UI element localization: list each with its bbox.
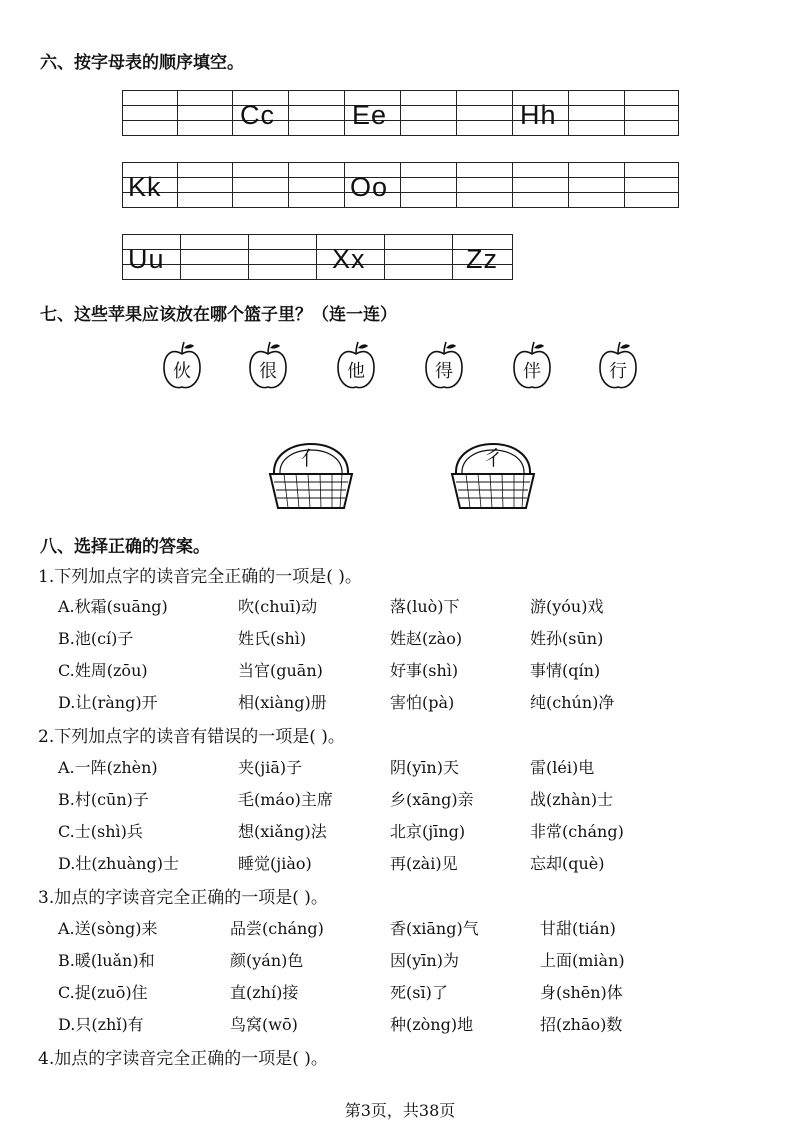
letter-cell: Zz: [466, 244, 498, 274]
letter-cell: Xx: [332, 244, 366, 274]
option: 害怕(pà): [390, 693, 455, 712]
apple[interactable]: [162, 340, 202, 392]
option: 战(zhàn)士: [530, 790, 614, 809]
letter-cell: Cc: [240, 100, 275, 130]
apple[interactable]: [598, 340, 638, 392]
option: 雷(léi)电: [530, 758, 595, 777]
option: 北京(jīng): [390, 822, 466, 841]
option: 纯(chún)净: [530, 693, 615, 712]
alphabet-grid-row3: [122, 234, 512, 280]
option: A.一阵(zhèn): [58, 758, 158, 777]
option: 想(xiǎng)法: [238, 822, 327, 841]
question-stem: 4.加点的字读音完全正确的一项是( )。: [38, 1049, 328, 1069]
option: B.村(cūn)子: [58, 790, 149, 809]
alphabet-grid-row1: [122, 90, 678, 136]
option: B.暖(luǎn)和: [58, 951, 155, 970]
letter-cell: Kk: [128, 172, 162, 202]
apple-char: 很: [259, 361, 277, 382]
section7-title: 七、这些苹果应该放在哪个篮子里？（连一连）: [40, 305, 397, 325]
option: 乡(xāng)亲: [390, 790, 474, 809]
question-stem: 1.下列加点字的读音完全正确的一项是( )。: [38, 567, 362, 587]
option: 毛(máo)主席: [238, 790, 333, 809]
question-stem: 3.加点的字读音完全正确的一项是( )。: [38, 888, 328, 908]
option: C.捉(zuō)住: [58, 983, 148, 1002]
letter-cell: Ee: [352, 100, 388, 130]
basket[interactable]: [268, 424, 354, 514]
option: A.送(sòng)来: [58, 919, 158, 938]
option: A.秋霜(suāng): [58, 597, 168, 616]
basket-radical: 彳: [483, 446, 503, 470]
option: 姓氏(shì): [238, 629, 307, 648]
option: 香(xiāng)气: [390, 919, 479, 938]
option: 当官(guān): [238, 661, 323, 680]
question-stem: 2.下列加点字的读音有错误的一项是( )。: [38, 727, 345, 747]
basket[interactable]: [450, 424, 536, 514]
option: D.让(ràng)开: [58, 693, 158, 712]
option: D.壮(zhuàng)士: [58, 854, 179, 873]
apple-char: 行: [609, 361, 627, 382]
option: 相(xiàng)册: [238, 693, 327, 712]
apple[interactable]: [336, 340, 376, 392]
option: 好事(shì): [390, 661, 459, 680]
option: C.士(shì)兵: [58, 822, 143, 841]
option: 姓赵(zào): [390, 629, 463, 648]
apple-char: 伴: [523, 361, 541, 382]
option: 非常(cháng): [530, 822, 624, 841]
option: 颜(yán)色: [230, 951, 304, 970]
option: 种(zòng)地: [390, 1015, 474, 1034]
option: 姓孙(sūn): [530, 629, 604, 648]
option: 甘甜(tián): [540, 919, 616, 938]
basket-radical: 亻: [301, 446, 321, 470]
option: 落(luò)下: [390, 597, 460, 616]
apple[interactable]: [424, 340, 464, 392]
option: C.姓周(zōu): [58, 661, 148, 680]
page-footer: 第3页，共38页: [344, 1101, 456, 1120]
option: 招(zhāo)数: [540, 1015, 623, 1034]
option: 品尝(cháng): [230, 919, 324, 938]
option: D.只(zhǐ)有: [58, 1015, 144, 1034]
apple-char: 他: [347, 361, 365, 382]
apple[interactable]: [248, 340, 288, 392]
option: 死(sī)了: [390, 983, 448, 1002]
option: 睡觉(jiào): [238, 854, 312, 873]
option: 因(yīn)为: [390, 951, 459, 970]
section8-title: 八、选择正确的答案。: [40, 537, 210, 557]
option: 鸟窝(wō): [230, 1015, 298, 1034]
option: 上面(miàn): [540, 951, 625, 970]
letter-cell: Oo: [350, 172, 389, 202]
option: 游(yóu)戏: [530, 597, 604, 616]
option: 再(zài)见: [390, 854, 458, 873]
letter-cell: Hh: [520, 100, 557, 130]
option: 夹(jiā)子: [238, 758, 303, 777]
option: 忘却(què): [530, 854, 605, 873]
letter-cell: Uu: [128, 244, 165, 274]
option: 直(zhí)接: [230, 983, 299, 1002]
option: 身(shēn)体: [540, 983, 623, 1002]
apple[interactable]: [512, 340, 552, 392]
apple-char: 伙: [173, 361, 191, 382]
option: B.池(cí)子: [58, 629, 134, 648]
option: 事情(qín): [530, 661, 601, 680]
option: 阴(yīn)天: [390, 758, 459, 777]
apple-char: 得: [435, 361, 453, 382]
alphabet-grid-row2: [122, 162, 678, 208]
option: 吹(chuī)动: [238, 597, 318, 616]
section6-title: 六、按字母表的顺序填空。: [40, 53, 244, 73]
